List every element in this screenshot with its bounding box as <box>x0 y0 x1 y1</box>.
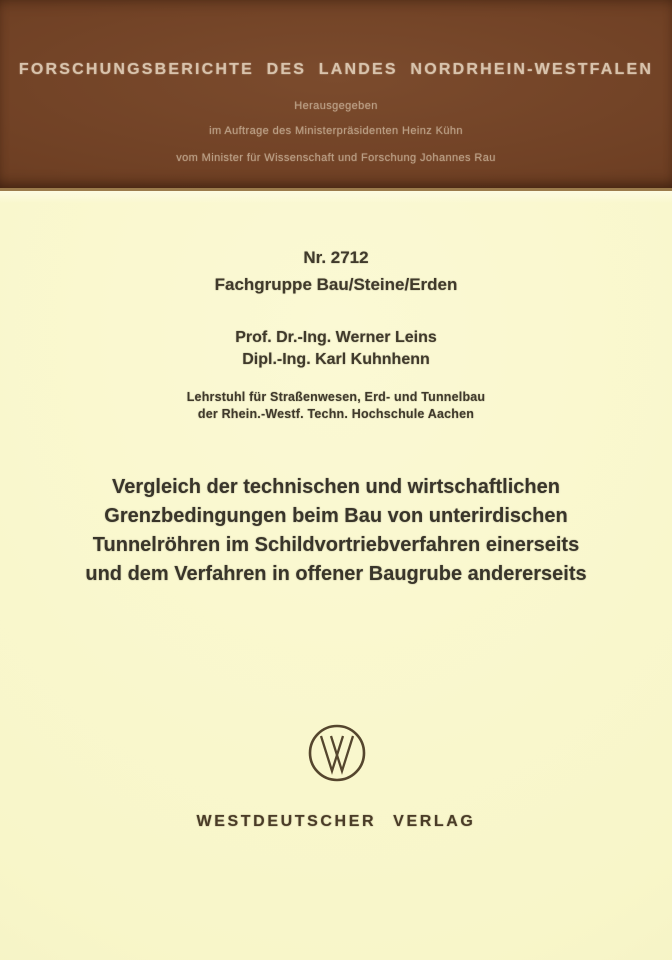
header-glow <box>0 191 672 203</box>
westdeutscher-verlag-logo-icon <box>307 721 367 785</box>
author-name: Dipl.-Ing. Karl Kuhnhenn <box>242 351 430 368</box>
issue-group: Fachgruppe Bau/Steine/Erden <box>214 275 458 294</box>
book-title-line: Tunnelröhren im Schildvortriebverfahren einerseits <box>92 534 580 556</box>
book-title-line: und dem Verfahren in offener Baugrube andererseits <box>85 563 587 585</box>
published-by-line: Herausgegeben <box>294 100 378 112</box>
book-title-line: Vergleich der technischen und wirtschaftlichen <box>112 476 560 498</box>
institute-line: der Rhein.-Westf. Techn. Hochschule Aachen <box>197 407 475 421</box>
book-title <box>0 473 672 589</box>
publisher-name: WESTDEUTSCHER VERLAG <box>196 813 476 830</box>
issue-number: Nr. 2712 <box>303 248 369 267</box>
series-title: FORSCHUNGSBERICHTE DES LANDES NORDRHEIN-WESTFALEN <box>18 61 654 78</box>
commission-line: im Auftrage des Ministerpräsidenten Heinz Kühn <box>209 125 463 137</box>
institute-line: Lehrstuhl für Straßenwesen, Erd- und Tunnelbau <box>186 390 486 404</box>
minister-line: vom Minister für Wissenschaft und Forschung Johannes Rau <box>176 152 496 164</box>
author-name: Prof. Dr.-Ing. Werner Leins <box>235 329 437 346</box>
book-title-line: Grenzbedingungen beim Bau von unterirdischen <box>104 505 568 527</box>
